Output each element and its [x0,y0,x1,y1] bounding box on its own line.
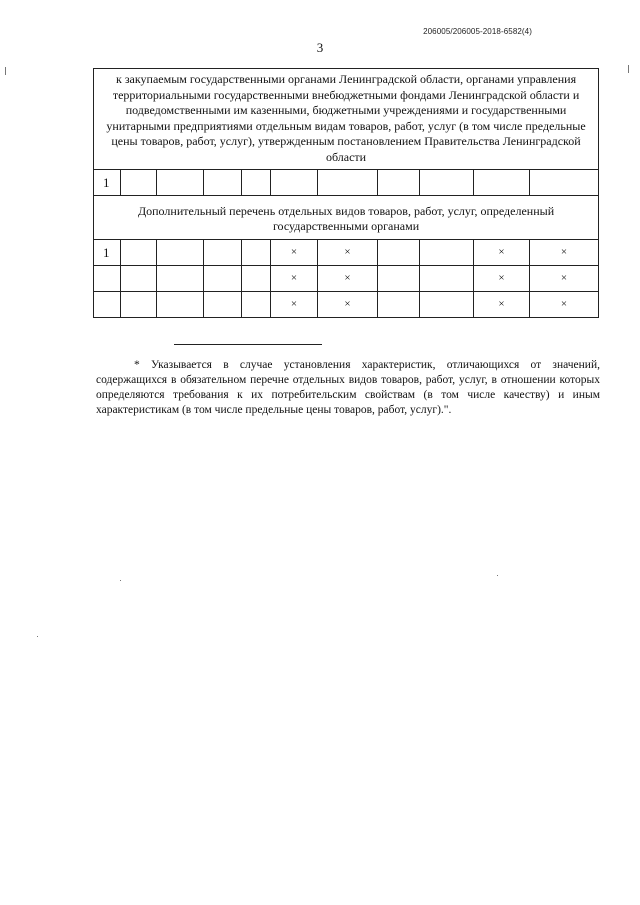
table-cell: × [474,291,530,317]
table-cell: 1 [94,239,121,265]
document-registration-code: 206005/206005-2018-6582(4) [423,27,532,36]
table-cell [242,169,271,195]
requirements-table [93,68,598,318]
table-cell: × [271,291,318,317]
page-number: 3 [316,40,324,55]
table-cell [420,265,474,291]
table-cell [204,169,242,195]
table-cell [204,265,242,291]
table-cell [420,291,474,317]
table-cell: × [271,239,318,265]
table-cell [157,169,204,195]
table-cell [121,239,157,265]
footnote [96,358,600,418]
table-cell [157,265,204,291]
table-cell: 1 [94,169,121,195]
table-cell [121,291,157,317]
table-cell: × [318,239,378,265]
table-cell [94,291,121,317]
table-cell [378,291,420,317]
table-cell [157,291,204,317]
scan-artifact [628,65,629,73]
table-cell [420,169,474,195]
scan-artifact [37,636,38,637]
table-cell [157,239,204,265]
footnote-text: * Указывается в случае установления характеристик, отличающихся от значений, содержащихся в обязательном перечне отдельных видов товаров, работ, услуг, в отношении которых определяются требования к их потребительским свойствам (в том числе качеству) и иным характеристикам (в том числе предельные цены товаров, работ, услуг).". [96,359,600,416]
table-cell [204,291,242,317]
table-cell: × [530,265,599,291]
table-cell [271,169,318,195]
table-cell [474,169,530,195]
table-cell [318,169,378,195]
table-cell [378,265,420,291]
table-cell [530,169,599,195]
table-cell [94,265,121,291]
table-cell: × [271,265,318,291]
table-cell [121,169,157,195]
table-row [94,265,599,291]
table-row [94,169,599,195]
scan-artifact [120,580,121,581]
table-cell [204,239,242,265]
footnote-divider [174,344,322,345]
table-cell [378,239,420,265]
table-cell [242,239,271,265]
table-row [94,239,599,265]
scan-artifact [5,67,6,75]
table-cell: × [318,265,378,291]
table-cell [242,291,271,317]
table-cell: × [318,291,378,317]
table-row [94,291,599,317]
section-2-header: Дополнительный перечень отдельных видов товаров, работ, услуг, определенный государственными органами [94,195,599,239]
table-cell: × [474,265,530,291]
table-cell [378,169,420,195]
table-cell [420,239,474,265]
table-cell: × [530,291,599,317]
table-cell: × [474,239,530,265]
table-cell [242,265,271,291]
table-cell [121,265,157,291]
scan-artifact [497,575,498,576]
section-1-header: к закупаемым государственными органами Ленинградской области, органами управления территориальными государственными внебюджетными фондами Ленинградской области и подведомственными им казенными, бюджетными учреждениями и государственными унитарными предприятиями отдельным видам товаров, работ, услуг (в том числе предельные цены товаров, работ, услуг), утвержденным постановлением Правительства Ленинградской области [94,69,599,170]
table-cell: × [530,239,599,265]
